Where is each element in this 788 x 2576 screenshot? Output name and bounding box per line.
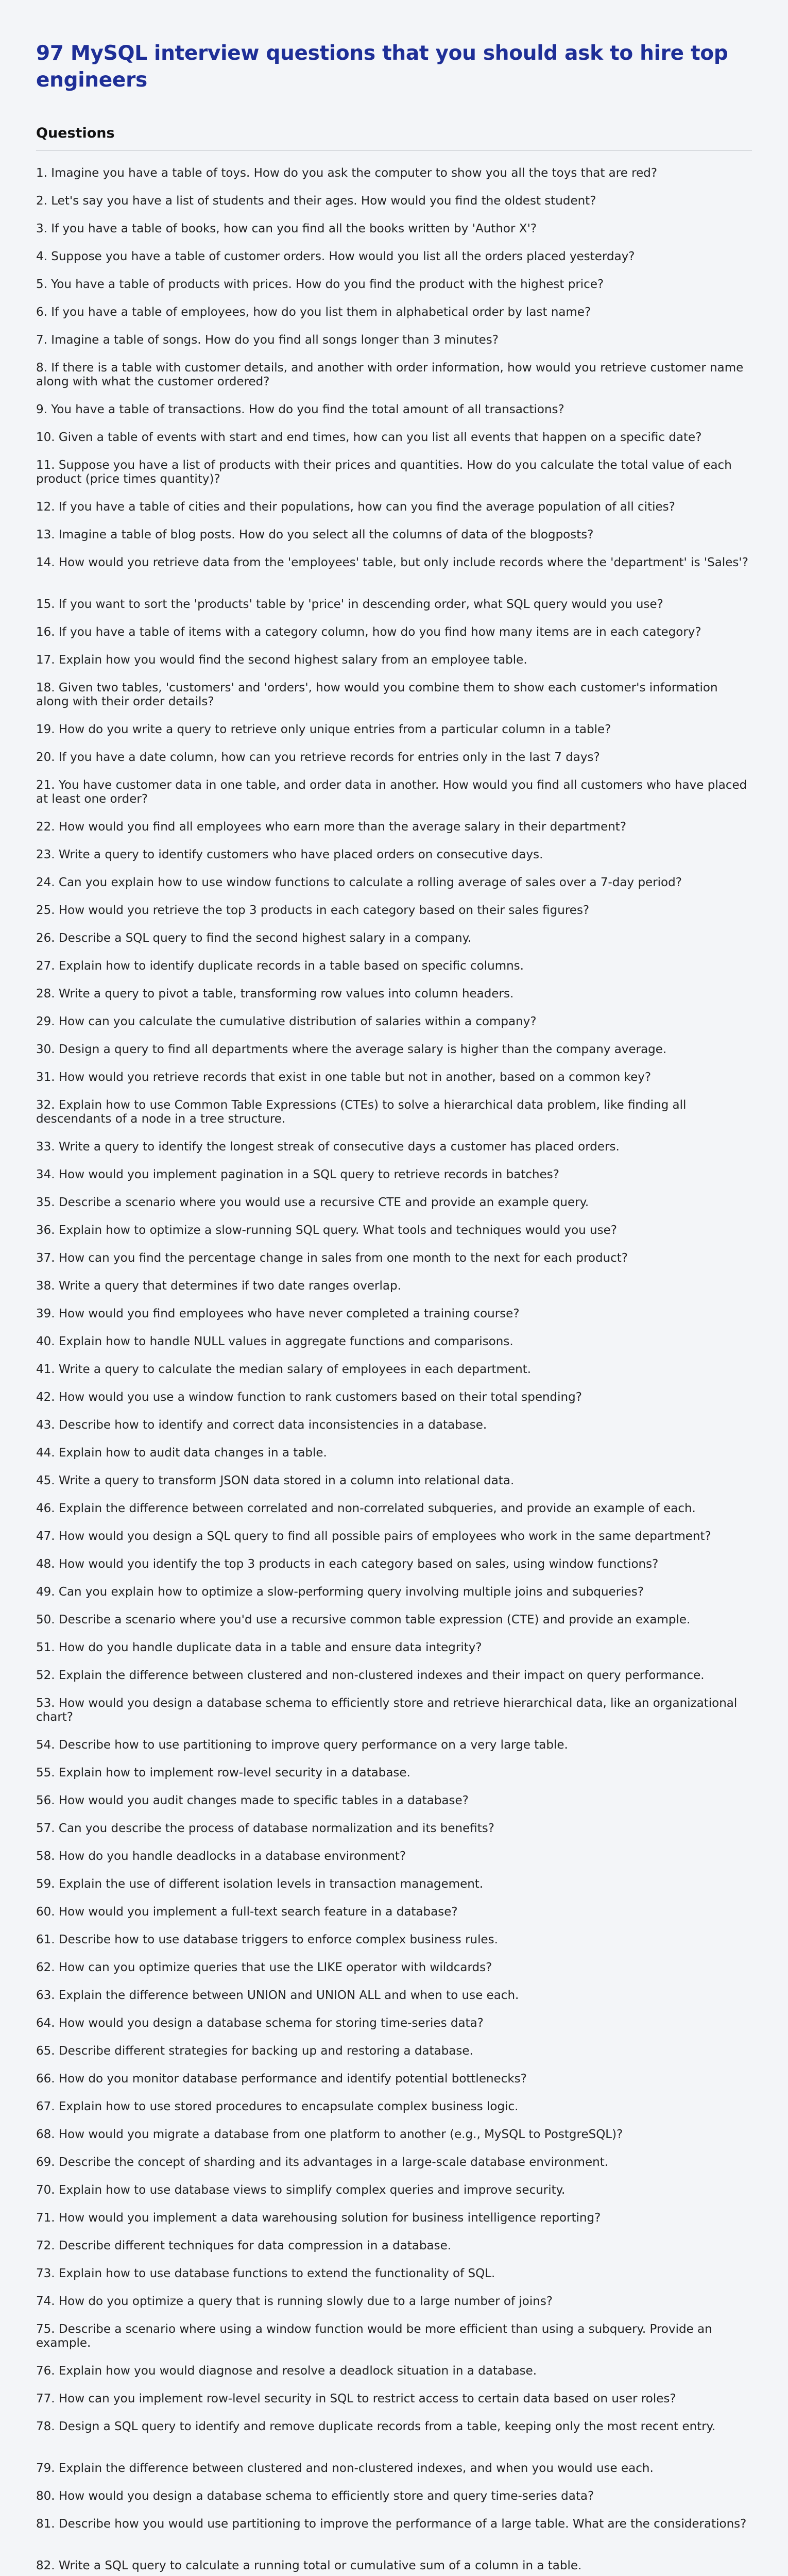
- question-item: 7. Imagine a table of songs. How do you find all songs longer than 3 minutes?: [36, 333, 499, 347]
- question-item: 81. Describe how you would use partitioning to improve the performance of a large table. What are the considerations?: [36, 2517, 747, 2531]
- question-item: 13. Imagine a table of blog posts. How do you select all the columns of data of the blogposts?: [36, 528, 594, 541]
- question-item: 9. You have a table of transactions. How do you find the total amount of all transactions?: [36, 403, 564, 416]
- question-item: 11. Suppose you have a list of products with their prices and quantities. How do you calculate the total value of each product (price times quantity)?: [36, 459, 732, 486]
- question-item: 75. Describe a scenario where using a window function would be more efficient than using a subquery. Provide an example.: [36, 2323, 712, 2350]
- question-item: 26. Describe a SQL query to find the second highest salary in a company.: [36, 931, 472, 945]
- question-item: 16. If you have a table of items with a category column, how do you find how many items are in each category?: [36, 625, 701, 639]
- question-item: 62. How can you optimize queries that use the LIKE operator with wildcards?: [36, 1961, 492, 1974]
- question-item: 71. How would you implement a data warehousing solution for business intelligence reporting?: [36, 2211, 601, 2225]
- question-item: 21. You have customer data in one table, and order data in another. How would you find all customers who have placed at least one order?: [36, 778, 747, 806]
- question-item: 8. If there is a table with customer details, and another with order information, how would you retrieve customer name along with what the customer ordered?: [36, 361, 744, 388]
- question-item: 58. How do you handle deadlocks in a database environment?: [36, 1850, 406, 1863]
- section-heading: Questions: [36, 125, 115, 141]
- question-item: 44. Explain how to audit data changes in a table.: [36, 1446, 327, 1460]
- question-item: 27. Explain how to identify duplicate records in a table based on specific columns.: [36, 959, 524, 973]
- question-item: 70. Explain how to use database views to simplify complex queries and improve security.: [36, 2183, 566, 2197]
- question-item: 46. Explain the difference between correlated and non-correlated subqueries, and provide an example of each.: [36, 1502, 696, 1515]
- divider: [36, 150, 752, 151]
- question-item: 18. Given two tables, 'customers' and 'orders', how would you combine them to show each customer's information along with their order details?: [36, 681, 718, 708]
- question-item: 68. How would you migrate a database from one platform to another (e.g., MySQL to PostgreSQL)?: [36, 2128, 623, 2141]
- question-item: 66. How do you monitor database performance and identify potential bottlenecks?: [36, 2072, 527, 2086]
- question-item: 29. How can you calculate the cumulative distribution of salaries within a company?: [36, 1015, 537, 1028]
- question-item: 79. Explain the difference between clustered and non-clustered indexes, and when you would use each.: [36, 2462, 654, 2475]
- question-item: 72. Describe different techniques for data compression in a database.: [36, 2239, 452, 2252]
- question-item: 20. If you have a date column, how can you retrieve records for entries only in the last 7 days?: [36, 751, 600, 764]
- question-item: 24. Can you explain how to use window functions to calculate a rolling average of sales over a 7-day period?: [36, 876, 682, 889]
- question-item: 37. How can you find the percentage change in sales from one month to the next for each product?: [36, 1251, 628, 1265]
- question-item: 22. How would you find all employees who earn more than the average salary in their department?: [36, 820, 627, 834]
- question-item: 52. Explain the difference between clustered and non-clustered indexes and their impact on query performance.: [36, 1669, 705, 1682]
- question-item: 39. How would you find employees who have never completed a training course?: [36, 1307, 520, 1320]
- question-item: 47. How would you design a SQL query to find all possible pairs of employees who work in the same department?: [36, 1530, 711, 1543]
- question-item: 57. Can you describe the process of database normalization and its benefits?: [36, 1822, 494, 1835]
- question-item: 15. If you want to sort the 'products' table by 'price' in descending order, what SQL query would you use?: [36, 598, 663, 611]
- question-item: 54. Describe how to use partitioning to improve query performance on a very large table.: [36, 1738, 568, 1752]
- question-item: 34. How would you implement pagination in a SQL query to retrieve records in batches?: [36, 1168, 559, 1181]
- question-item: 12. If you have a table of cities and their populations, how can you find the average population of all cities?: [36, 500, 675, 514]
- question-item: 23. Write a query to identify customers who have placed orders on consecutive days.: [36, 848, 543, 861]
- question-item: 55. Explain how to implement row-level security in a database.: [36, 1766, 410, 1780]
- question-item: 82. Write a SQL query to calculate a running total or cumulative sum of a column in a table.: [36, 2559, 582, 2572]
- question-item: 30. Design a query to find all departments where the average salary is higher than the company average.: [36, 1043, 667, 1056]
- question-item: 56. How would you audit changes made to specific tables in a database?: [36, 1794, 469, 1807]
- question-item: 31. How would you retrieve records that exist in one table but not in another, based on a common key?: [36, 1071, 652, 1084]
- question-item: 28. Write a query to pivot a table, transforming row values into column headers.: [36, 987, 514, 1001]
- question-item: 1. Imagine you have a table of toys. How do you ask the computer to show you all the toys that are red?: [36, 166, 658, 180]
- question-item: 38. Write a query that determines if two date ranges overlap.: [36, 1279, 401, 1293]
- question-item: 77. How can you implement row-level security in SQL to restrict access to certain data based on user roles?: [36, 2392, 676, 2405]
- question-item: 61. Describe how to use database triggers to enforce complex business rules.: [36, 1933, 498, 1946]
- question-item: 17. Explain how you would find the second highest salary from an employee table.: [36, 653, 527, 667]
- question-item: 32. Explain how to use Common Table Expressions (CTEs) to solve a hierarchical data problem, like finding all descendants of a node in a tree structure.: [36, 1098, 687, 1126]
- question-item: 14. How would you retrieve data from the 'employees' table, but only include records where the 'department' is 'Sales'?: [36, 556, 748, 569]
- question-item: 41. Write a query to calculate the median salary of employees in each department.: [36, 1363, 532, 1376]
- question-item: 6. If you have a table of employees, how do you list them in alphabetical order by last name?: [36, 306, 591, 319]
- question-item: 43. Describe how to identify and correct data inconsistencies in a database.: [36, 1418, 487, 1432]
- question-item: 45. Write a query to transform JSON data stored in a column into relational data.: [36, 1474, 515, 1487]
- question-item: 25. How would you retrieve the top 3 products in each category based on their sales figures?: [36, 904, 590, 917]
- page-title: 97 MySQL interview questions that you should ask to hire top engineers: [36, 42, 728, 92]
- question-item: 76. Explain how you would diagnose and resolve a deadlock situation in a database.: [36, 2364, 537, 2378]
- question-item: 42. How would you use a window function to rank customers based on their total spending?: [36, 1391, 582, 1404]
- question-item: 35. Describe a scenario where you would use a recursive CTE and provide an example query.: [36, 1196, 589, 1209]
- question-item: 74. How do you optimize a query that is running slowly due to a large number of joins?: [36, 2295, 553, 2308]
- question-item: 60. How would you implement a full-text search feature in a database?: [36, 1905, 458, 1919]
- question-item: 4. Suppose you have a table of customer orders. How would you list all the orders placed yesterday?: [36, 250, 635, 263]
- question-item: 67. Explain how to use stored procedures to encapsulate complex business logic.: [36, 2100, 519, 2113]
- question-item: 19. How do you write a query to retrieve only unique entries from a particular column in a table?: [36, 723, 611, 736]
- question-item: 64. How would you design a database schema for storing time-series data?: [36, 2016, 484, 2030]
- question-item: 78. Design a SQL query to identify and remove duplicate records from a table, keeping only the most recent entry.: [36, 2420, 716, 2433]
- question-item: 36. Explain how to optimize a slow-running SQL query. What tools and techniques would you use?: [36, 1224, 617, 1237]
- question-item: 73. Explain how to use database functions to extend the functionality of SQL.: [36, 2267, 495, 2280]
- question-item: 49. Can you explain how to optimize a slow-performing query involving multiple joins and subqueries?: [36, 1585, 644, 1599]
- question-list: [36, 166, 752, 2576]
- question-item: 80. How would you design a database schema to efficiently store and query time-series data?: [36, 2489, 594, 2503]
- question-item: 48. How would you identify the top 3 products in each category based on sales, using window functions?: [36, 1557, 659, 1571]
- question-item: 5. You have a table of products with prices. How do you find the product with the highest price?: [36, 278, 604, 291]
- question-item: 51. How do you handle duplicate data in a table and ensure data integrity?: [36, 1641, 482, 1654]
- question-item: 50. Describe a scenario where you'd use a recursive common table expression (CTE) and provide an example.: [36, 1613, 691, 1626]
- question-item: 10. Given a table of events with start and end times, how can you list all events that happen on a specific date?: [36, 431, 702, 444]
- question-item: 3. If you have a table of books, how can you find all the books written by 'Author X'?: [36, 222, 537, 235]
- question-item: 59. Explain the use of different isolation levels in transaction management.: [36, 1877, 484, 1891]
- article-container: [36, 0, 752, 2576]
- question-item: 40. Explain how to handle NULL values in aggregate functions and comparisons.: [36, 1335, 513, 1348]
- question-item: 65. Describe different strategies for backing up and restoring a database.: [36, 2044, 473, 2058]
- question-item: 53. How would you design a database schema to efficiently store and retrieve hierarchical data, like an organizational chart?: [36, 1697, 738, 1724]
- question-item: 2. Let's say you have a list of students and their ages. How would you find the oldest student?: [36, 194, 596, 208]
- question-item: 33. Write a query to identify the longest streak of consecutive days a customer has placed orders.: [36, 1140, 620, 1154]
- question-item: 63. Explain the difference between UNION and UNION ALL and when to use each.: [36, 1989, 519, 2002]
- question-item: 69. Describe the concept of sharding and its advantages in a large-scale database environment.: [36, 2156, 609, 2169]
